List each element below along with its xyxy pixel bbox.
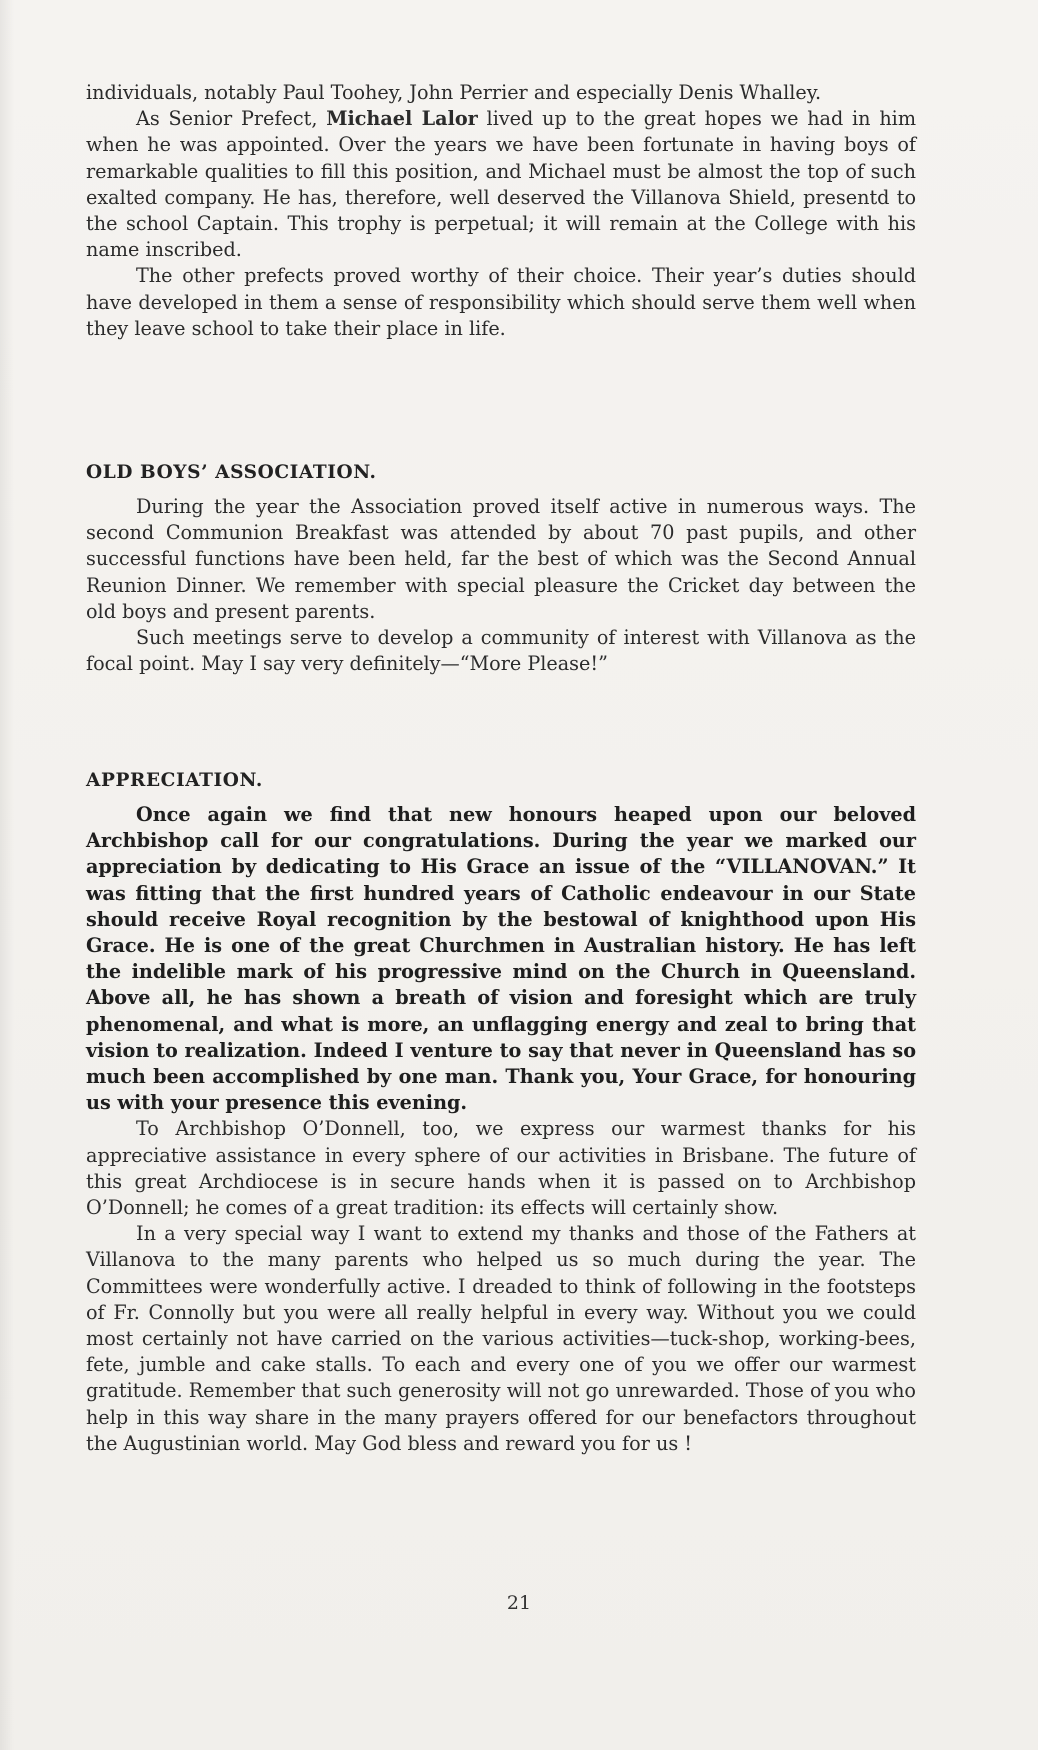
appreciation-section — [86, 802, 916, 1457]
old-boys-paragraph: During the year the Association proved itself active in numerous ways. The second Communion Breakfast was attended by about 70 past pupils, and other successful functions have been held, far the best of which was the Second Annual Reunion Dinner. We remember with special pleasure the Cricket day between the old boys and present parents. — [86, 495, 916, 623]
senior-prefect-paragraph — [86, 106, 916, 263]
opening-section — [86, 80, 916, 342]
archbishop-tribute-paragraph: Once again we find that new honours heaped upon our beloved Archbishop call for our congratulations. During the year we marked our appreciation by dedicating to His Grace an issue of the “VILLANOVAN.” It was fitting that the first hundred years of Catholic endeavour in our State should receive Royal recognition by the bestowal of knighthood upon His Grace. He is one of the great Churchmen in Australian history. He has left the indelible mark of his progressive mind on the Church in Queensland. Above all, he has shown a breath of vision and foresight which are truly phenomenal, and what is more, an unflagging energy and zeal to bring that vision to realization. Indeed I venture to say that never in Queensland has so much been accomplished by one man. Thank you, Your Grace, for honouring us with your presence this evening. — [86, 803, 916, 1115]
continuation-paragraph: individuals, notably Paul Toohey, John Perrier and especially Denis Whalley. — [86, 81, 822, 104]
prefect-body-text: lived up to the great hopes we had in him when he was appointed. Over the years we have been fortunate in having boys of remarkable qualities to fill this position, and Michael must be almost the top of such exalted company. He has, therefore, well deserved the Villanova Shield, presentd to the school Captain. This trophy is perpetual; it will remain at the College with his name inscribed. — [86, 107, 917, 262]
page-number: 21 — [506, 1592, 532, 1614]
old-boys-paragraph: Such meetings serve to develop a community of interest with Villanova as the focal point. May I say very definitely—“More Please!” — [86, 626, 916, 676]
appreciation-paragraph: In a very special way I want to extend my thanks and those of the Fathers at Villanova to the many parents who helped us so much during the year. The Committees were wonderfully active. I dreaded to think of following in the footsteps of Fr. Connolly but you were all really helpful in every way. Without you we could most certainly not have carried on the various activities—tuck-shop, working-bees, fete, jumble and cake stalls. To each and every one of you we offer our warmest gratitude. Remember that such generosity will not go unrewarded. Those of you who help in this way share in the many prayers offered for our benefactors throughout the Augustinian world. May God bless and reward you for us ! — [86, 1222, 916, 1455]
prefect-name: Michael Lalor — [326, 107, 478, 131]
appreciation-paragraph: To Archbishop O’Donnell, too, we express our warmest thanks for his appreciative assistance in every sphere of our activities in Brisbane. The future of this great Archdiocese is in secure hands when it is passed on to Archbishop O’Donnell; he comes of a great tradition: its effects will certainly show. — [86, 1117, 916, 1220]
prefect-intro-text: As Senior Prefect, — [136, 107, 327, 131]
prefects-paragraph: The other prefects proved worthy of their choice. Their year’s duties should have developed in them a sense of responsibility which should serve them well when they leave school to take their place in life. — [86, 264, 916, 340]
old-boys-section — [86, 494, 916, 677]
old-boys-heading: OLD BOYS’ ASSOCIATION. — [86, 462, 377, 483]
appreciation-heading: APPRECIATION. — [86, 770, 263, 791]
